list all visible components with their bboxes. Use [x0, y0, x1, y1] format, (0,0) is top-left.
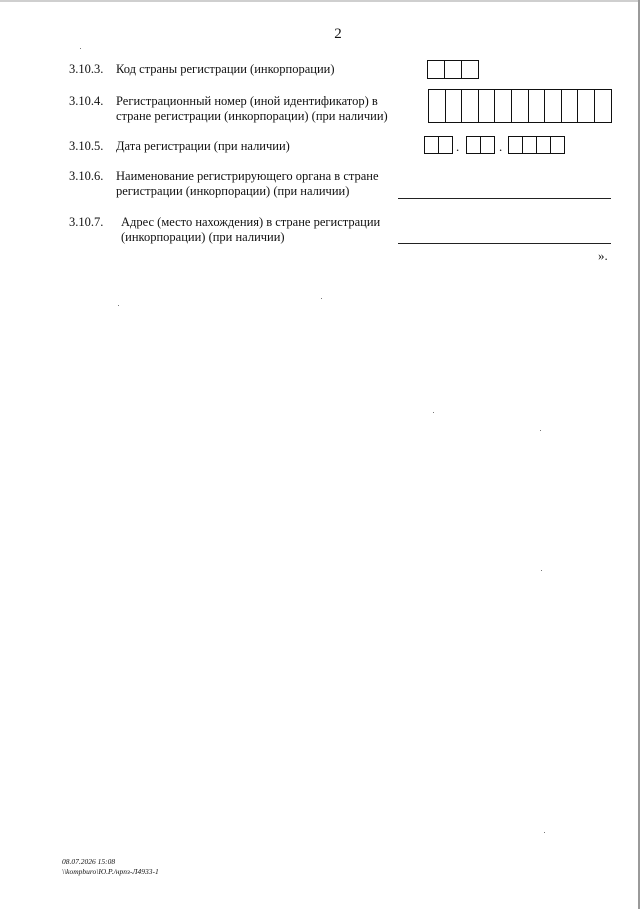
item-label: Адрес (место нахождения) в стране регистрации (инкорпорации) (при наличии) [121, 215, 381, 244]
scan-speck [118, 305, 119, 306]
input-cell[interactable] [427, 60, 445, 79]
input-cell[interactable] [594, 89, 612, 123]
input-cell[interactable] [522, 136, 537, 154]
footer-timestamp: 08.07.2026 15:08 [62, 857, 116, 866]
scan-speck [321, 298, 322, 299]
input-cell[interactable] [424, 136, 439, 154]
item-number: 3.10.7. [69, 215, 104, 229]
item-label: Дата регистрации (при наличии) [116, 139, 290, 153]
item-number: 3.10.6. [69, 169, 104, 183]
input-cell[interactable] [461, 60, 479, 79]
registration-number-cells[interactable] [428, 89, 612, 123]
scan-speck [541, 570, 542, 571]
item-label: Наименование регистрирующего органа в стране регистрации (инкорпорации) (при наличии) [116, 169, 379, 198]
date-separator: . [499, 139, 503, 154]
item-label: Регистрационный номер (иной идентификатор) в стране регистрации (инкорпорации) (при наличии) [116, 94, 388, 123]
input-cell[interactable] [444, 60, 462, 79]
page-number: 2 [334, 26, 342, 42]
input-cell[interactable] [511, 89, 529, 123]
item-number: 3.10.4. [69, 94, 104, 108]
input-cell[interactable] [550, 136, 565, 154]
item-number: 3.10.3. [69, 62, 104, 76]
input-cell[interactable] [561, 89, 579, 123]
scan-speck [544, 832, 545, 833]
registering-authority-line[interactable] [398, 198, 611, 199]
scan-speck [80, 48, 81, 49]
scan-speck [433, 412, 434, 413]
input-cell[interactable] [478, 89, 496, 123]
input-cell[interactable] [466, 136, 481, 154]
country-code-cells[interactable] [427, 60, 479, 79]
scan-edge [0, 0, 640, 2]
item-number: 3.10.5. [69, 139, 104, 153]
input-cell[interactable] [544, 89, 562, 123]
input-cell[interactable] [428, 89, 446, 123]
scan-speck [540, 430, 541, 431]
input-cell[interactable] [528, 89, 546, 123]
date-year-cells[interactable] [508, 136, 565, 154]
input-cell[interactable] [438, 136, 453, 154]
input-cell[interactable] [445, 89, 463, 123]
item-label: Код страны регистрации (инкорпорации) [116, 62, 335, 76]
input-cell[interactable] [577, 89, 595, 123]
registration-address-line[interactable] [398, 243, 611, 244]
input-cell[interactable] [536, 136, 551, 154]
form-item-registering-authority [0, 169, 640, 201]
input-cell[interactable] [494, 89, 512, 123]
form-item-country-code [0, 62, 640, 82]
closing-quote: ». [598, 248, 608, 263]
input-cell[interactable] [480, 136, 495, 154]
date-day-cells[interactable] [424, 136, 453, 154]
input-cell[interactable] [508, 136, 523, 154]
date-month-cells[interactable] [466, 136, 495, 154]
date-separator: . [456, 139, 460, 154]
footer-file-path: \\kompburo\Ю.Р./нрпз-Л4933-1 [62, 867, 159, 876]
print-footer [62, 857, 159, 877]
input-cell[interactable] [461, 89, 479, 123]
